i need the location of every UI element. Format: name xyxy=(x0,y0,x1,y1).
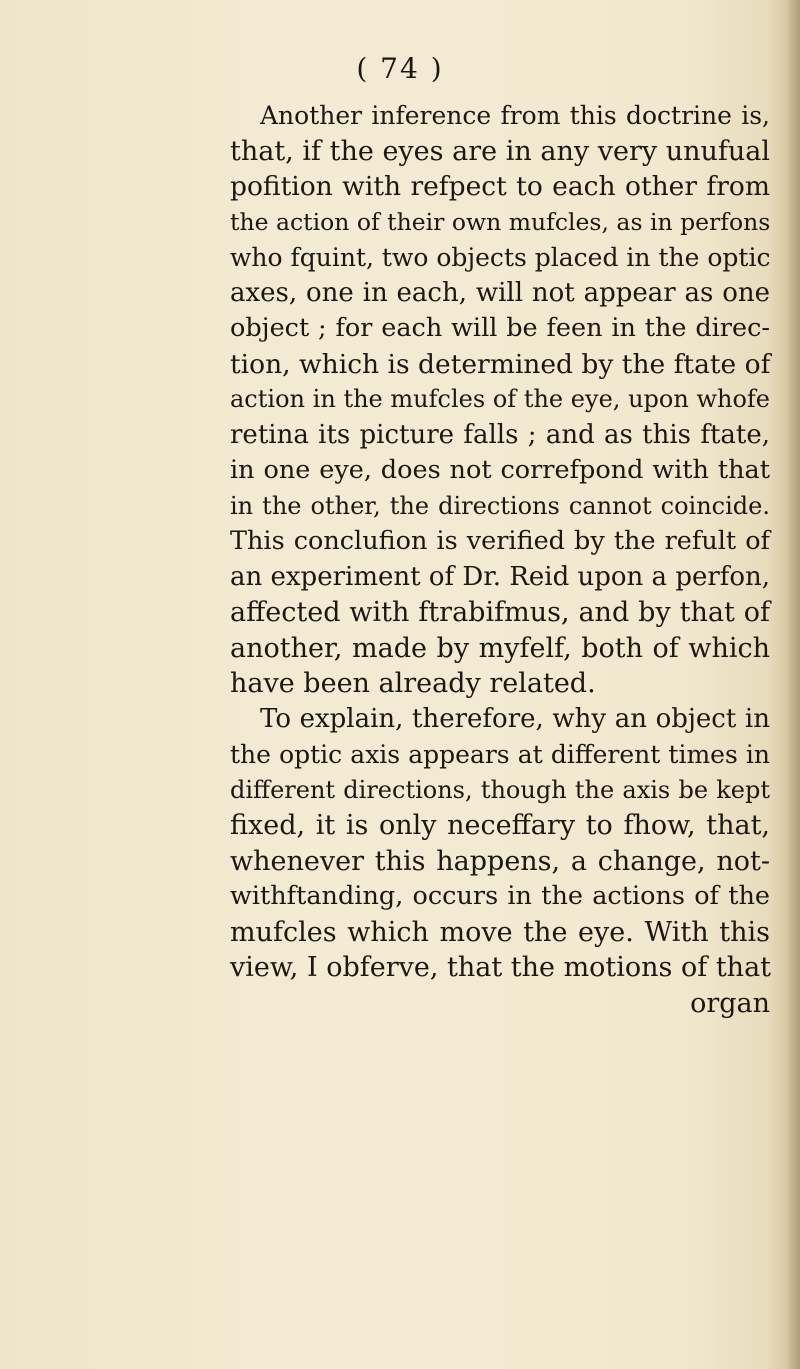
text-line: that, if the eyes are in any very unufual xyxy=(230,135,770,167)
text-line: withftanding, occurs in the actions of the xyxy=(230,881,770,911)
text-line: an experiment of Dr. Reid upon a perfon, xyxy=(230,561,771,592)
text-line: tion, which is determined by the ftate of xyxy=(230,348,771,380)
text-line: in the other, the directions cannot coincide. xyxy=(230,491,770,520)
text-line: who fquint, two objects placed in the optic xyxy=(230,243,771,272)
body-text xyxy=(230,98,770,1021)
text-line: view, I obferve, that the motions of that xyxy=(230,952,772,983)
text-line: object ; for each will be feen in the direc- xyxy=(230,313,770,343)
text-line: retina its picture falls ; and as this ftate, xyxy=(230,419,770,450)
catchword: organ xyxy=(690,987,770,1019)
text-line: mufcles which move the eye. With this xyxy=(230,916,770,948)
text-line: another, made by myfelf, both of which xyxy=(230,632,770,664)
text-line: the optic axis appears at different times in xyxy=(230,740,770,769)
text-line: different directions, though the axis be kept xyxy=(230,775,770,804)
text-line: affected with ftrabifmus, and by that of xyxy=(230,597,770,628)
text-line: in one eye, does not correfpond with that xyxy=(230,455,770,485)
text-line: This conclufion is verified by the refult of xyxy=(230,526,770,556)
text-line: To explain, therefore, why an object in xyxy=(260,703,770,734)
page-number-header: ( 74 ) xyxy=(356,52,444,85)
text-line: pofition with refpect to each other from xyxy=(230,171,770,202)
text-line: whenever this happens, a change, not- xyxy=(230,845,770,877)
text-line: the action of their own mufcles, as in perfons xyxy=(230,207,771,236)
text-line: have been already related. xyxy=(230,668,596,699)
text-line: action in the mufcles of the eye, upon whofe xyxy=(230,385,770,413)
text-line: axes, one in each, will not appear as one xyxy=(230,277,770,308)
text-line: Another inference from this doctrine is, xyxy=(260,101,770,130)
text-line: fixed, it is only neceffary to fhow, that, xyxy=(230,810,770,841)
page-edge-shadow xyxy=(786,0,800,1369)
